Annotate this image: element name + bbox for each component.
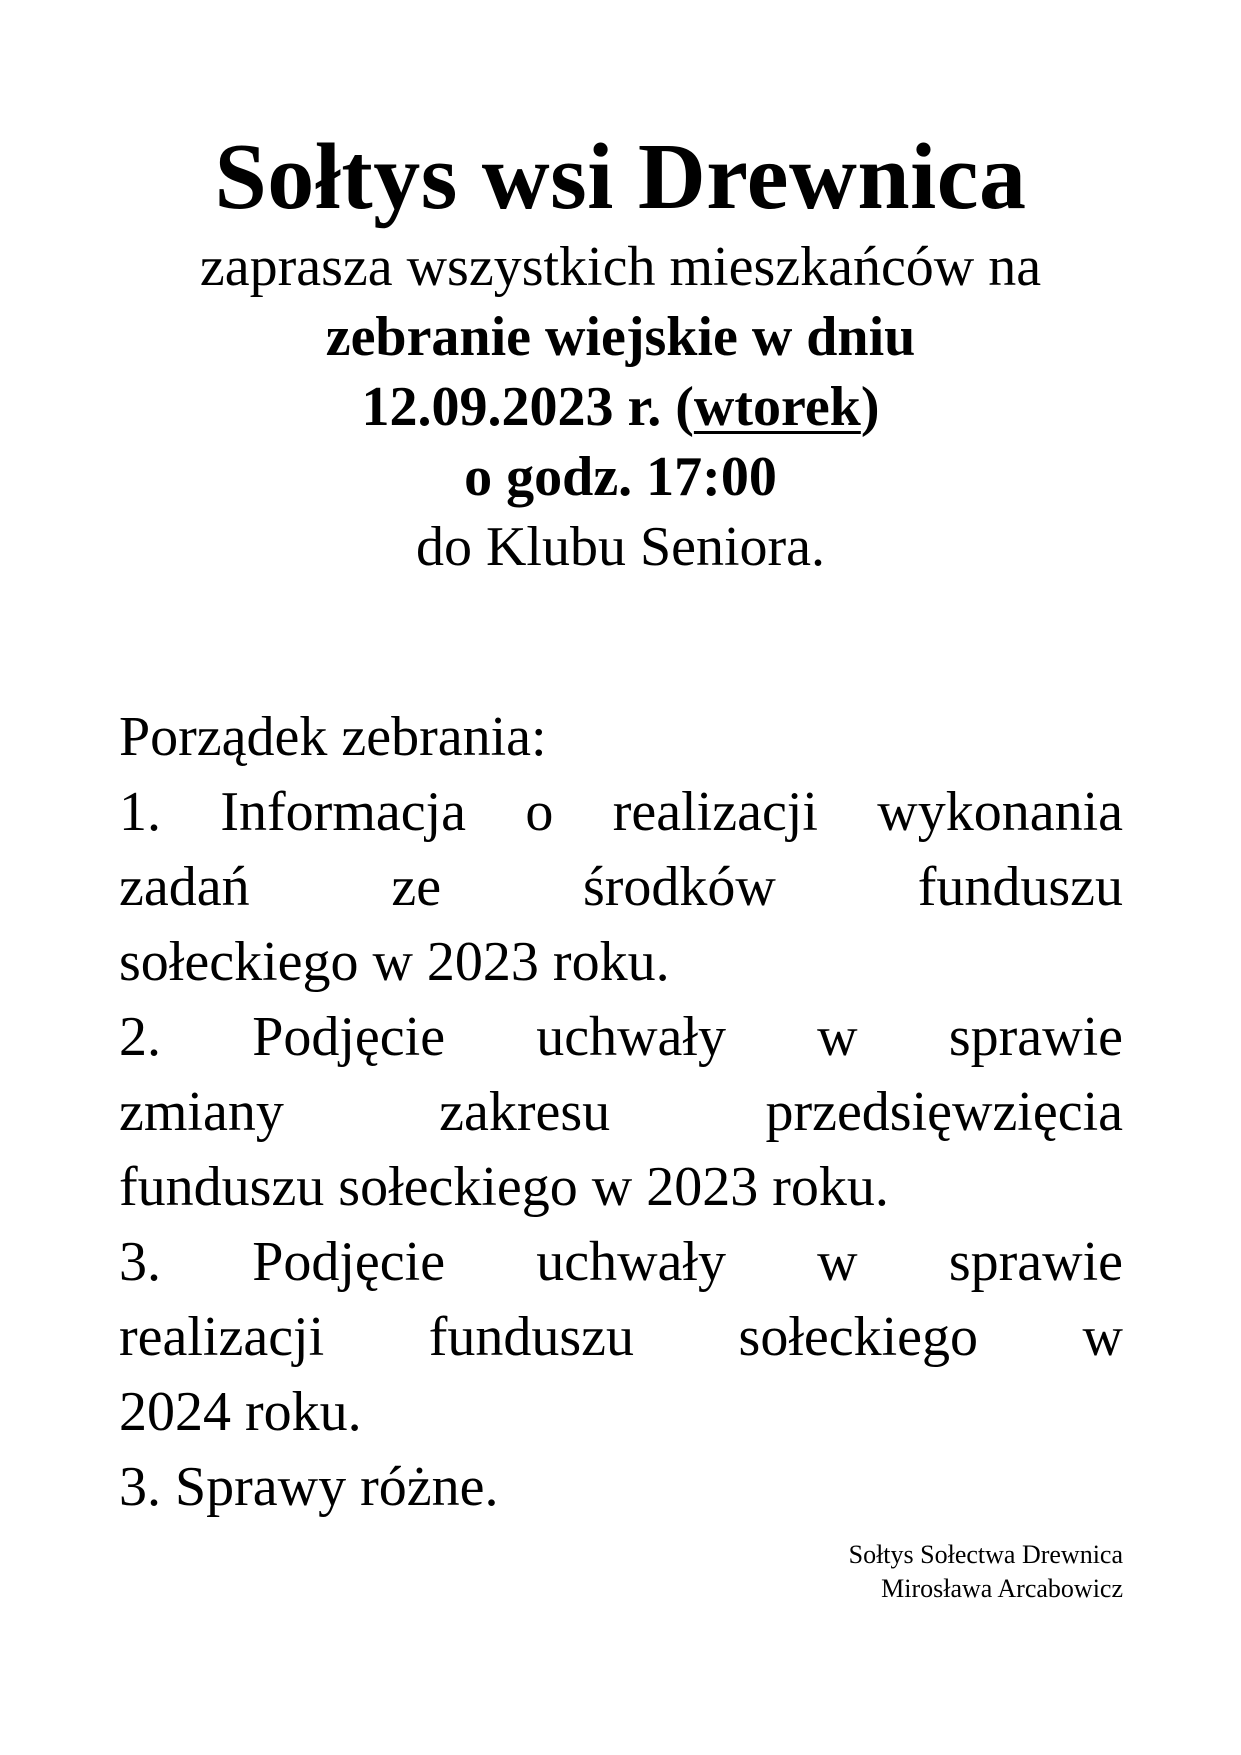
- agenda-item-line: 3. Podjęcie uchwały w sprawie: [119, 1231, 1123, 1293]
- agenda-item-line: 2. Podjęcie uchwały w sprawie: [119, 1006, 1123, 1068]
- agenda-item-line: zadań ze środków funduszu: [119, 856, 1123, 918]
- signature: [849, 1538, 1123, 1606]
- agenda-item: [119, 1450, 1123, 1525]
- agenda-item-line: 2024 roku.: [119, 1381, 362, 1443]
- agenda-item-line: 3. Sprawy różne.: [119, 1456, 499, 1518]
- agenda-item-line: 1. Informacja o realizacji wykonania: [119, 781, 1123, 843]
- meeting-date: [0, 372, 1241, 442]
- notice-title: Sołtys wsi Drewnica: [214, 125, 1027, 229]
- signature-role: Sołtys Sołectwa Drewnica: [848, 1540, 1123, 1569]
- agenda: [119, 700, 1123, 1525]
- meeting-line: zebranie wiejskie w dniu: [325, 306, 916, 368]
- date-prefix: 12.09.2023 r. (: [361, 376, 694, 438]
- agenda-item-line: zmiany zakresu przedsięwzięcia: [119, 1081, 1123, 1143]
- invite-line: zaprasza wszystkich mieszkańców na: [199, 236, 1042, 298]
- signature-name: Mirosława Arcabowicz: [881, 1574, 1123, 1603]
- agenda-item: [119, 1000, 1123, 1225]
- notice-header: [0, 122, 1241, 582]
- agenda-item: [119, 775, 1123, 1000]
- date-weekday: wtorek: [693, 376, 861, 438]
- agenda-heading: Porządek zebrania:: [119, 706, 547, 768]
- agenda-item-line: realizacji funduszu sołeckiego w: [119, 1306, 1123, 1368]
- meeting-time: o godz. 17:00: [464, 446, 777, 508]
- agenda-item-line: funduszu sołeckiego w 2023 roku.: [119, 1156, 889, 1218]
- date-suffix: ): [860, 376, 880, 438]
- agenda-item-line: sołeckiego w 2023 roku.: [119, 931, 670, 993]
- agenda-item: [119, 1225, 1123, 1450]
- meeting-place: do Klubu Seniora.: [415, 516, 826, 578]
